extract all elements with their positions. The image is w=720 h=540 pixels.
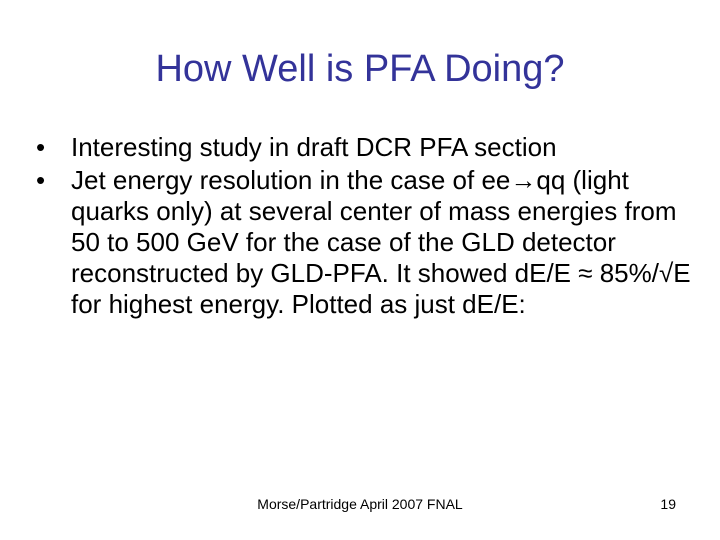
footer-text: Morse/Partridge April 2007 FNAL [257, 496, 463, 512]
bullet-marker: • [36, 165, 46, 195]
bullet-marker: • [36, 132, 46, 162]
bullet-item-resolution [36, 165, 696, 320]
slide-title: How Well is PFA Doing? [155, 48, 565, 90]
bullet-text: Interesting study in draft DCR PFA section [71, 132, 557, 162]
page-number: 19 [660, 496, 676, 512]
bullet-item-study [36, 132, 696, 163]
bullet-list [36, 132, 696, 322]
bullet-text: Jet energy resolution in the case of ee→qq (light quarks only) at several center of mass energies from 50 to 500 GeV for the case of the GLD detector reconstructed by GLD-PFA. It showed dE/E ≈ 85%/√E for highest energy. Plotted as just dE/E: [71, 165, 691, 319]
